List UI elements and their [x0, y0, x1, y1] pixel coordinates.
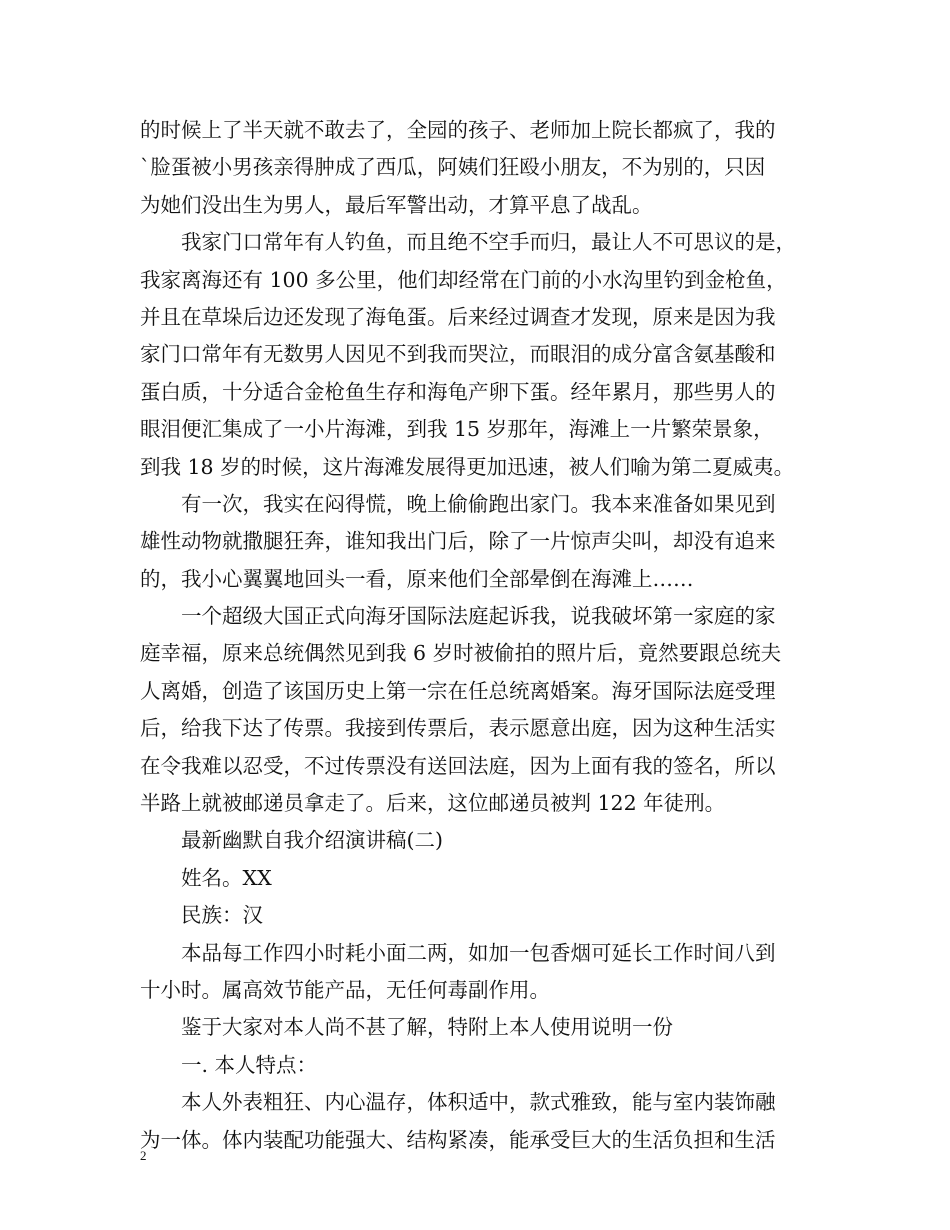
text-line: 家门口常年有无数男人因见不到我而哭泣，而眼泪的成分富含氨基酸和 — [140, 342, 776, 367]
text-line: 我家门口常年有人钓鱼，而且绝不空手而归，最让人不可思议的是， — [181, 230, 796, 255]
text-line: 姓名。XX — [181, 865, 272, 890]
text-line: 眼泪便汇集成了一小片海滩，到我 15 岁那年，海滩上一片繁荣景象， — [140, 417, 774, 442]
text-line: 民族：汉 — [181, 903, 263, 928]
text-line: 为一体。体内装配功能强大、结构紧凑，能承受巨大的生活负担和生活 — [140, 1127, 776, 1152]
text-line: 到我 18 岁的时候，这片海滩发展得更加迅速，被人们喻为第二夏威夷。 — [140, 454, 795, 479]
text-line: 我家离海还有 100 多公里，他们却经常在门前的小水沟里钓到金枪鱼， — [140, 267, 787, 292]
text-line: 的时候上了半天就不敢去了，全园的孩子、老师加上院长都疯了，我的 — [140, 118, 776, 142]
text-line: 一个超级大国正式向海牙国际法庭起诉我，说我破坏第一家庭的家 — [181, 604, 776, 629]
text-line: 半路上就被邮递员拿走了。后来，这位邮递员被判 122 年徒刑。 — [140, 791, 726, 816]
text-line: `脸蛋被小男孩亲得肿成了西瓜，阿姨们狂殴小朋友，不为别的，只因 — [140, 155, 766, 180]
text-line: 最新幽默自我介绍演讲稿(二) — [181, 828, 443, 853]
text-line: 后，给我下达了传票。我接到传票后，表示愿意出庭，因为这种生活实 — [140, 716, 776, 741]
page-number: 2 — [140, 1148, 147, 1163]
text-line: 的，我小心翼翼地回头一看，原来他们全部晕倒在海滩上…… — [140, 566, 694, 591]
text-line: 本人外表粗狂、内心温存，体积适中，款式雅致，能与室内装饰融 — [181, 1090, 776, 1115]
text-line: 雄性动物就撒腿狂奔，谁知我出门后，除了一片惊声尖叫，却没有追来 — [140, 529, 776, 554]
text-line: 本品每工作四小时耗小面二两，如加一包香烟可延长工作时间八到 — [181, 940, 776, 965]
text-line: 一. 本人特点： — [181, 1052, 318, 1077]
text-line: 为她们没出生为男人，最后军警出动，才算平息了战乱。 — [140, 192, 653, 217]
text-line: 有一次，我实在闷得慌，晚上偷偷跑出家门。我本来准备如果见到 — [181, 491, 776, 516]
text-line: 人离婚，创造了该国历史上第一宗在任总统离婚案。海牙国际法庭受理 — [140, 678, 776, 703]
text-line: 并且在草垛后边还发现了海龟蛋。后来经过调查才发现，原来是因为我 — [140, 304, 776, 329]
text-line: 十小时。属高效节能产品，无任何毒副作用。 — [140, 977, 550, 1002]
text-line: 蛋白质，十分适合金枪鱼生存和海龟产卵下蛋。经年累月，那些男人的 — [140, 379, 776, 404]
text-line: 庭幸福，原来总统偶然见到我 6 岁时被偷拍的照片后，竟然要跟总统夫 — [140, 641, 782, 666]
text-line: 在令我难以忍受，不过传票没有送回法庭，因为上面有我的签名，所以 — [140, 753, 776, 778]
text-line: 鉴于大家对本人尚不甚了解，特附上本人使用说明一份 — [181, 1015, 673, 1040]
document-body — [140, 112, 830, 1159]
